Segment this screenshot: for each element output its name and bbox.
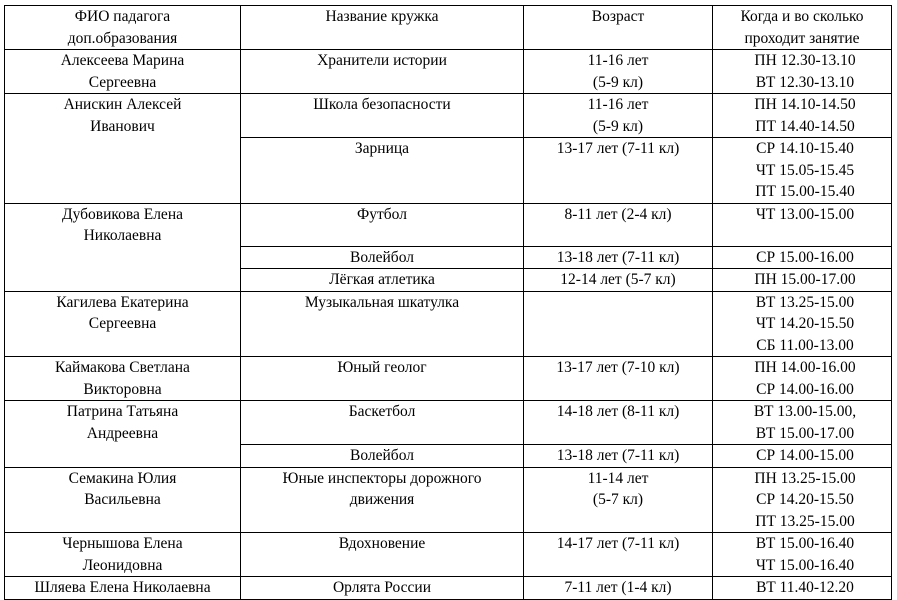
- club-name: Волейбол: [241, 445, 524, 468]
- table-row: [5, 401, 892, 445]
- club-age: 13-17 лет (7-10 кл): [524, 357, 713, 401]
- club-age: 12-14 лет (5-7 кл): [524, 269, 713, 292]
- club-schedule: ПН 14.10-14.50 ПТ 14.40-14.50: [713, 94, 892, 138]
- club-schedule: ВТ 11.40-12.20: [713, 577, 892, 600]
- club-name: Юный геолог: [241, 357, 524, 401]
- header-club: Название кружка: [241, 6, 524, 50]
- teacher-name: Чернышова Елена Леонидовна: [5, 533, 241, 577]
- club-age: 14-17 лет (7-11 кл): [524, 533, 713, 577]
- table-row: [5, 577, 892, 600]
- club-name: Волейбол: [241, 246, 524, 269]
- club-schedule: ЧТ 13.00-15.00: [713, 203, 892, 246]
- table-row: [5, 467, 892, 533]
- club-age: [524, 291, 713, 357]
- club-name: Зарница: [241, 138, 524, 204]
- club-age: 13-18 лет (7-11 кл): [524, 445, 713, 468]
- club-name: Лёгкая атлетика: [241, 269, 524, 292]
- header-row: [5, 6, 892, 50]
- club-name: Юные инспекторы дорожного движения: [241, 467, 524, 533]
- teacher-name: Патрина Татьяна Андреевна: [5, 401, 241, 468]
- club-age: 11-14 лет (5-7 кл): [524, 467, 713, 533]
- teacher-name: Семакина Юлия Васильевна: [5, 467, 241, 533]
- header-schedule: Когда и во сколько проходит занятие: [713, 6, 892, 50]
- teacher-name: Каймакова Светлана Викторовна: [5, 357, 241, 401]
- teacher-name: Дубовикова Елена Николаевна: [5, 203, 241, 291]
- club-name: Футбол: [241, 203, 524, 246]
- club-schedule: СР 14.10-15.40 ЧТ 15.05-15.45 ПТ 15.00-15.40: [713, 138, 892, 204]
- club-schedule: ПН 15.00-17.00: [713, 269, 892, 292]
- clubs-schedule-table: [4, 5, 892, 600]
- club-schedule: ВТ 15.00-16.40 ЧТ 15.00-16.40: [713, 533, 892, 577]
- club-age: 7-11 лет (1-4 кл): [524, 577, 713, 600]
- header-teacher: ФИО падагога доп.образования: [5, 6, 241, 50]
- club-schedule: ПН 14.00-16.00 СР 14.00-16.00: [713, 357, 892, 401]
- club-schedule: ПН 12.30-13.10 ВТ 12.30-13.10: [713, 50, 892, 94]
- club-age: 13-18 лет (7-11 кл): [524, 246, 713, 269]
- club-name: Хранители истории: [241, 50, 524, 94]
- club-age: 14-18 лет (8-11 кл): [524, 401, 713, 445]
- club-schedule: СР 14.00-15.00: [713, 445, 892, 468]
- club-schedule: ВТ 13.00-15.00, ВТ 15.00-17.00: [713, 401, 892, 445]
- table-row: [5, 203, 892, 246]
- club-schedule: ПН 13.25-15.00 СР 14.20-15.50 ПТ 13.25-15.00: [713, 467, 892, 533]
- club-schedule: СР 15.00-16.00: [713, 246, 892, 269]
- club-age: 8-11 лет (2-4 кл): [524, 203, 713, 246]
- club-name: Музыкальная шкатулка: [241, 291, 524, 357]
- table-row: [5, 533, 892, 577]
- teacher-name: Кагилева Екатерина Сергеевна: [5, 291, 241, 357]
- table-row: [5, 357, 892, 401]
- table-row: [5, 50, 892, 94]
- table-row: [5, 291, 892, 357]
- club-age: 11-16 лет (5-9 кл): [524, 50, 713, 94]
- club-name: Школа безопасности: [241, 94, 524, 138]
- teacher-name: Шляева Елена Николаевна: [5, 577, 241, 600]
- club-name: Орлята России: [241, 577, 524, 600]
- teacher-name: Анискин Алексей Иванович: [5, 94, 241, 204]
- club-name: Баскетбол: [241, 401, 524, 445]
- header-age: Возраст: [524, 6, 713, 50]
- club-age: 11-16 лет (5-9 кл): [524, 94, 713, 138]
- table-row: [5, 94, 892, 138]
- teacher-name: Алексеева Марина Сергеевна: [5, 50, 241, 94]
- club-schedule: ВТ 13.25-15.00 ЧТ 14.20-15.50 СБ 11.00-13.00: [713, 291, 892, 357]
- club-age: 13-17 лет (7-11 кл): [524, 138, 713, 204]
- club-name: Вдохновение: [241, 533, 524, 577]
